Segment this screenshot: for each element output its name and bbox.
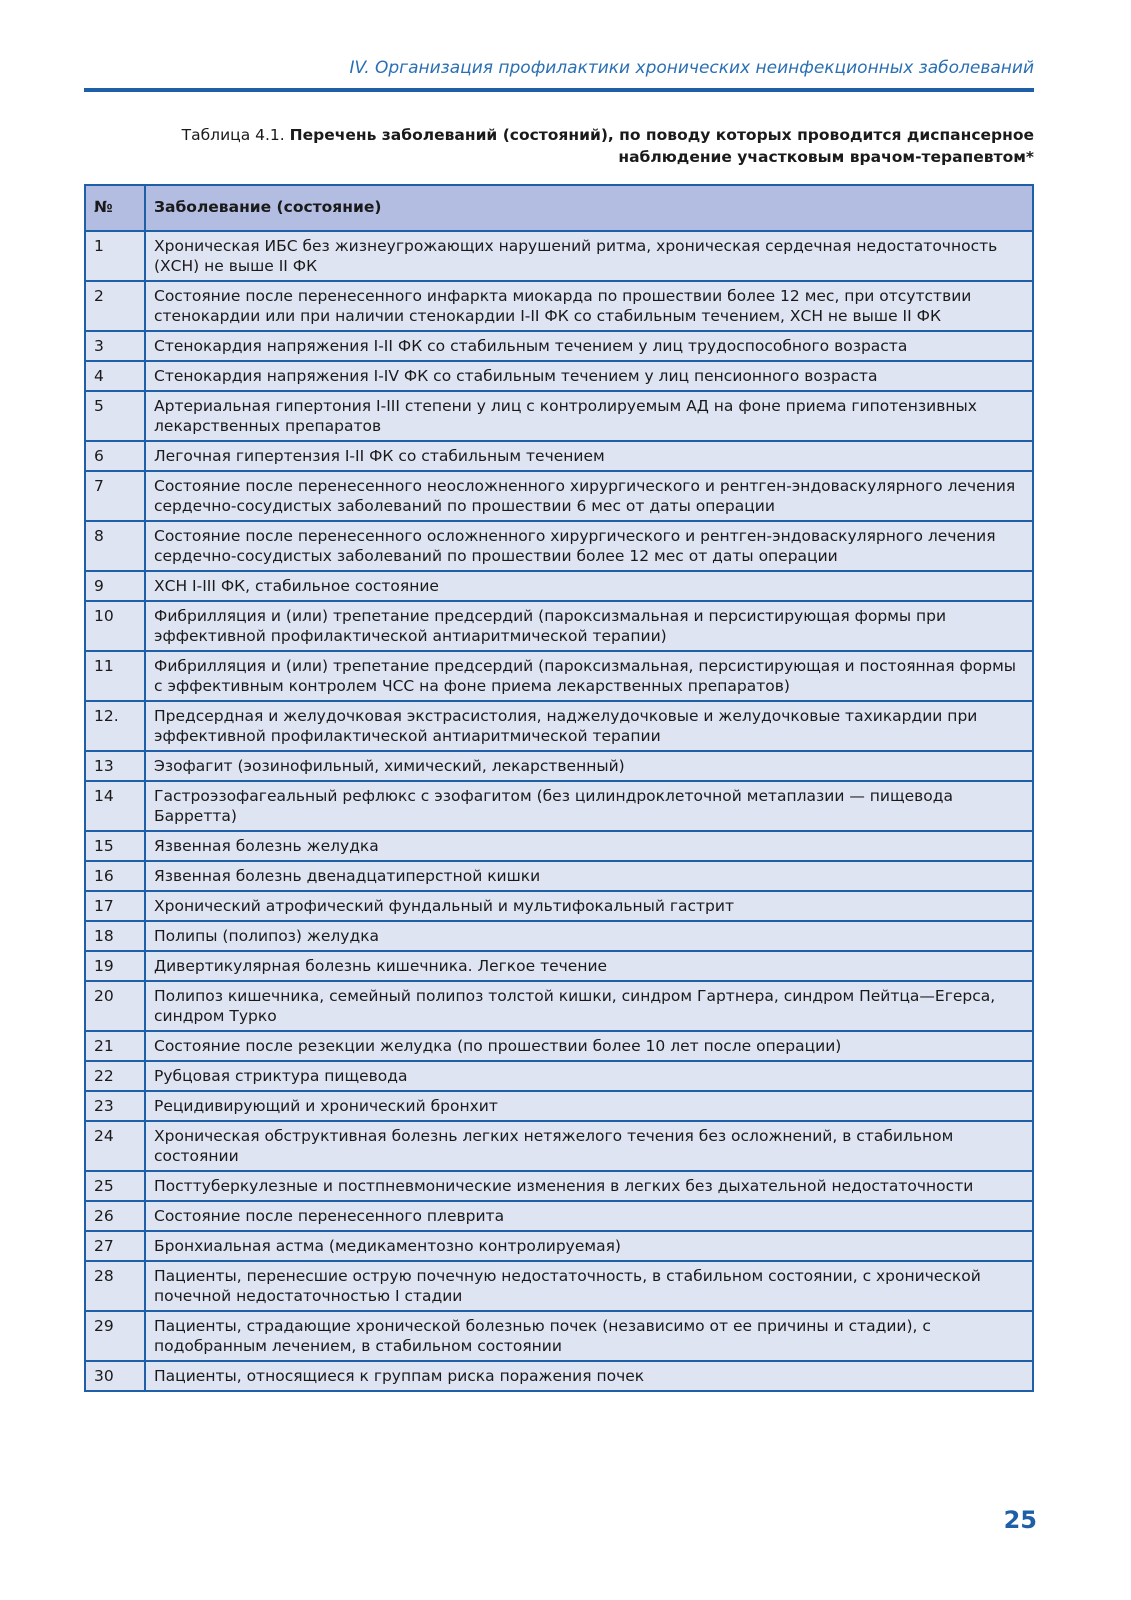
row-disease-cell: Полипы (полипоз) желудка	[145, 921, 1033, 951]
row-disease-cell: Пациенты, страдающие хронической болезнью почек (независимо от ее причины и стадии), с подобранным лечением, в стабильном состоянии	[145, 1311, 1033, 1361]
caption-prefix: Таблица 4.1.	[181, 126, 290, 144]
column-header-disease: Заболевание (состояние)	[145, 185, 1033, 231]
row-number-cell: 16	[85, 861, 145, 891]
caption-title: Перечень заболеваний (состояний), по поводу которых проводится диспансерное наблюдение участковым врачом-терапевтом*	[289, 126, 1034, 166]
table-row	[85, 921, 1033, 951]
table-row	[85, 1261, 1033, 1311]
row-disease-cell: Состояние после перенесенного плеврита	[145, 1201, 1033, 1231]
row-disease-cell: Фибрилляция и (или) трепетание предсердий (пароксизмальная, персистирующая и постоянная формы с эффективным контролем ЧСС на фоне приема лекарственных препаратов)	[145, 651, 1033, 701]
row-number-cell: 29	[85, 1311, 145, 1361]
table-row	[85, 441, 1033, 471]
row-disease-cell: Рецидивирующий и хронический бронхит	[145, 1091, 1033, 1121]
row-number-cell: 28	[85, 1261, 145, 1311]
row-number-cell: 5	[85, 391, 145, 441]
row-number-cell: 2	[85, 281, 145, 331]
row-disease-cell: Посттуберкулезные и постпневмонические изменения в легких без дыхательной недостаточности	[145, 1171, 1033, 1201]
table-row	[85, 1201, 1033, 1231]
table-row	[85, 1361, 1033, 1391]
row-number-cell: 19	[85, 951, 145, 981]
table-row	[85, 781, 1033, 831]
table-row	[85, 601, 1033, 651]
row-number-cell: 30	[85, 1361, 145, 1391]
row-disease-cell: Дивертикулярная болезнь кишечника. Легкое течение	[145, 951, 1033, 981]
row-number-cell: 23	[85, 1091, 145, 1121]
row-disease-cell: Стенокардия напряжения I-IV ФК со стабильным течением у лиц пенсионного возраста	[145, 361, 1033, 391]
row-disease-cell: Пациенты, перенесшие острую почечную недостаточность, в стабильном состоянии, с хронической почечной недостаточностью I стадии	[145, 1261, 1033, 1311]
row-number-cell: 27	[85, 1231, 145, 1261]
row-disease-cell: Состояние после перенесенного неосложненного хирургического и рентген-эндоваскулярного лечения сердечно-сосудистых заболеваний по прошествии 6 мес от даты операции	[145, 471, 1033, 521]
table-row	[85, 331, 1033, 361]
table-row	[85, 1031, 1033, 1061]
table-row	[85, 471, 1033, 521]
row-disease-cell: Бронхиальная астма (медикаментозно контролируемая)	[145, 1231, 1033, 1261]
row-disease-cell: Гастроэзофагеальный рефлюкс с эзофагитом (без цилиндроклеточной метаплазии — пищевода Барретта)	[145, 781, 1033, 831]
table-header-row	[85, 185, 1033, 231]
row-number-cell: 3	[85, 331, 145, 361]
row-disease-cell: Предсердная и желудочковая экстрасистолия, наджелудочковые и желудочковые тахикардии при эффективной профилактической антиаритмической терапии	[145, 701, 1033, 751]
row-disease-cell: Эзофагит (эозинофильный, химический, лекарственный)	[145, 751, 1033, 781]
row-disease-cell: Стенокардия напряжения I-II ФК со стабильным течением у лиц трудоспособного возраста	[145, 331, 1033, 361]
row-disease-cell: Пациенты, относящиеся к группам риска поражения почек	[145, 1361, 1033, 1391]
table-row	[85, 891, 1033, 921]
table-row	[85, 1061, 1033, 1091]
row-disease-cell: Полипоз кишечника, семейный полипоз толстой кишки, синдром Гартнера, синдром Пейтца—Егерса, синдром Турко	[145, 981, 1033, 1031]
page-number: 25	[1003, 1506, 1037, 1534]
table-caption	[84, 124, 1034, 168]
table-row	[85, 751, 1033, 781]
table-row	[85, 391, 1033, 441]
row-number-cell: 12.	[85, 701, 145, 751]
running-header: IV. Организация профилактики хронических неинфекционных заболеваний	[349, 58, 1034, 78]
row-disease-cell: Состояние после перенесенного осложненного хирургического и рентген-эндоваскулярного лечения сердечно-сосудистых заболеваний по прошествии более 12 мес от даты операции	[145, 521, 1033, 571]
row-disease-cell: Состояние после резекции желудка (по прошествии более 10 лет после операции)	[145, 1031, 1033, 1061]
table-row	[85, 281, 1033, 331]
row-disease-cell: Легочная гипертензия I-II ФК со стабильным течением	[145, 441, 1033, 471]
row-disease-cell: ХСН I-III ФК, стабильное состояние	[145, 571, 1033, 601]
table-row	[85, 831, 1033, 861]
row-disease-cell: Язвенная болезнь желудка	[145, 831, 1033, 861]
table-row	[85, 1091, 1033, 1121]
table-row	[85, 1171, 1033, 1201]
row-number-cell: 20	[85, 981, 145, 1031]
disease-table	[84, 184, 1034, 1392]
row-number-cell: 11	[85, 651, 145, 701]
table-row	[85, 1121, 1033, 1171]
row-number-cell: 15	[85, 831, 145, 861]
table-row	[85, 981, 1033, 1031]
table-body	[85, 231, 1033, 1391]
table-row	[85, 361, 1033, 391]
table-row	[85, 521, 1033, 571]
table-row	[85, 701, 1033, 751]
table-row	[85, 1311, 1033, 1361]
row-number-cell: 26	[85, 1201, 145, 1231]
row-disease-cell: Фибрилляция и (или) трепетание предсердий (пароксизмальная и персистирующая формы при эффективной профилактической антиаритмической терапии)	[145, 601, 1033, 651]
table-row	[85, 231, 1033, 281]
table-row	[85, 651, 1033, 701]
row-disease-cell: Язвенная болезнь двенадцатиперстной кишки	[145, 861, 1033, 891]
row-disease-cell: Хронический атрофический фундальный и мультифокальный гастрит	[145, 891, 1033, 921]
row-number-cell: 6	[85, 441, 145, 471]
row-number-cell: 10	[85, 601, 145, 651]
row-disease-cell: Хроническая ИБС без жизнеугрожающих нарушений ритма, хроническая сердечная недостаточность (ХСН) не выше II ФК	[145, 231, 1033, 281]
row-number-cell: 25	[85, 1171, 145, 1201]
table-row	[85, 861, 1033, 891]
row-number-cell: 18	[85, 921, 145, 951]
row-number-cell: 1	[85, 231, 145, 281]
row-disease-cell: Хроническая обструктивная болезнь легких нетяжелого течения без осложнений, в стабильном состоянии	[145, 1121, 1033, 1171]
table-row	[85, 1231, 1033, 1261]
row-number-cell: 24	[85, 1121, 145, 1171]
row-number-cell: 4	[85, 361, 145, 391]
header-divider	[84, 88, 1034, 92]
row-disease-cell: Рубцовая стриктура пищевода	[145, 1061, 1033, 1091]
row-number-cell: 8	[85, 521, 145, 571]
row-number-cell: 14	[85, 781, 145, 831]
row-disease-cell: Состояние после перенесенного инфаркта миокарда по прошествии более 12 мес, при отсутствии стенокардии или при наличии стенокардии I-II ФК со стабильным течением, ХСН не выше II ФК	[145, 281, 1033, 331]
table-row	[85, 571, 1033, 601]
row-number-cell: 22	[85, 1061, 145, 1091]
table-row	[85, 951, 1033, 981]
column-header-number: №	[85, 185, 145, 231]
row-number-cell: 17	[85, 891, 145, 921]
row-number-cell: 13	[85, 751, 145, 781]
row-number-cell: 7	[85, 471, 145, 521]
row-number-cell: 9	[85, 571, 145, 601]
row-disease-cell: Артериальная гипертония I-III степени у лиц с контролируемым АД на фоне приема гипотензивных лекарственных препаратов	[145, 391, 1033, 441]
row-number-cell: 21	[85, 1031, 145, 1061]
